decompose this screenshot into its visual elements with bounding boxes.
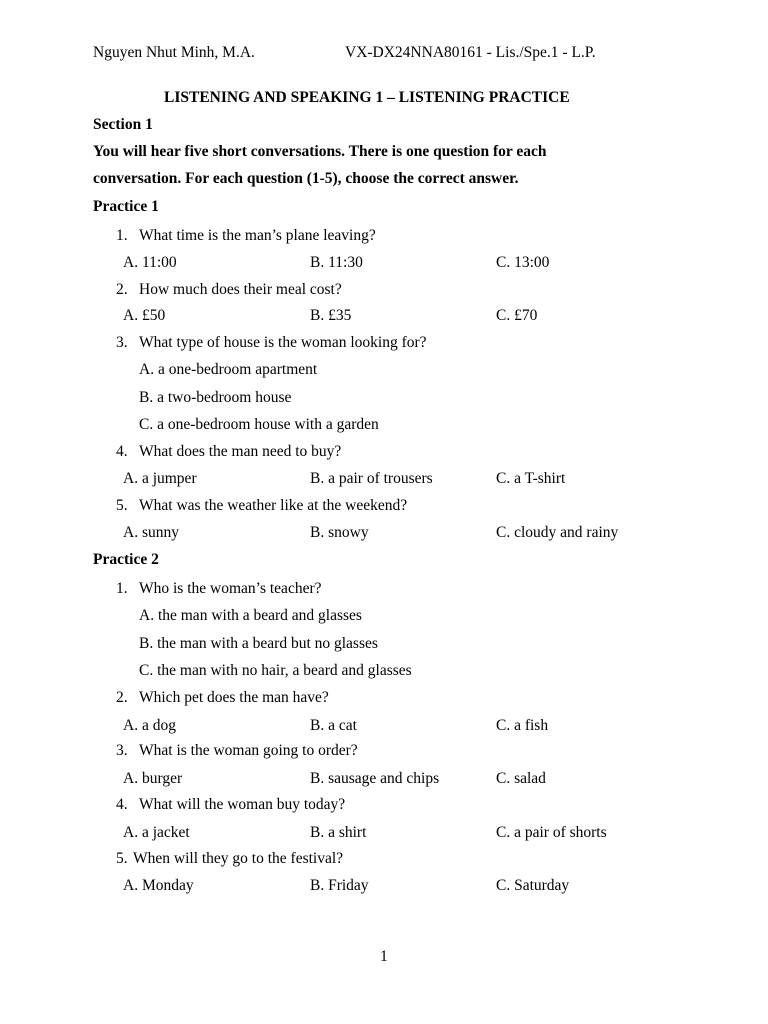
p2-q3-option-c: C. salad: [496, 770, 546, 787]
p1-q2-option-b: B. £35: [310, 307, 352, 324]
p2-q2-option-c: C. a fish: [496, 717, 549, 734]
p1-q2-text: How much does their meal cost?: [139, 281, 342, 298]
page-title: LISTENING AND SPEAKING 1 – LISTENING PRACTICE: [164, 89, 570, 106]
p1-q3-option-c: C. a one-bedroom house with a garden: [139, 416, 379, 433]
p2-q5-text: When will they go to the festival?: [133, 850, 344, 867]
p2-q4-number: 4.: [116, 796, 128, 813]
p2-q5-option-b: B. Friday: [310, 877, 369, 894]
p2-q4-option-b: B. a shirt: [310, 824, 367, 841]
p2-q1-text: Who is the woman’s teacher?: [139, 580, 322, 597]
p2-q5-number: 5.: [116, 850, 128, 867]
section-heading: Section 1: [93, 116, 153, 133]
page-number: 1: [380, 948, 388, 965]
section-instruction-line2: conversation. For each question (1-5), choose the correct answer.: [93, 170, 519, 187]
p1-q3-option-a: A. a one-bedroom apartment: [139, 361, 318, 378]
p2-q3-number: 3.: [116, 742, 128, 759]
p1-q1-number: 1.: [116, 227, 128, 244]
p1-q2-option-c: C. £70: [496, 307, 538, 324]
p2-q2-number: 2.: [116, 689, 128, 706]
p2-q1-option-b: B. the man with a beard but no glasses: [139, 635, 378, 652]
header-course-code: VX-DX24NNA80161 - Lis./Spe.1 - L.P.: [345, 44, 596, 61]
p1-q2-option-a: A. £50: [123, 307, 166, 324]
p1-q5-option-b: B. snowy: [310, 524, 369, 541]
p2-q1-option-a: A. the man with a beard and glasses: [139, 607, 362, 624]
p1-q5-option-c: C. cloudy and rainy: [496, 524, 619, 541]
p2-q1-option-c: C. the man with no hair, a beard and glasses: [139, 662, 412, 679]
p2-q4-option-c: C. a pair of shorts: [496, 824, 607, 841]
p1-q1-option-a: A. 11:00: [123, 254, 177, 271]
p1-q5-number: 5.: [116, 497, 128, 514]
header-author: Nguyen Nhut Minh, M.A.: [93, 44, 255, 61]
p1-q5-option-a: A. sunny: [123, 524, 179, 541]
p1-q1-option-c: C. 13:00: [496, 254, 550, 271]
p2-q2-text: Which pet does the man have?: [139, 689, 329, 706]
p1-q5-text: What was the weather like at the weekend?: [139, 497, 408, 514]
p1-q1-text: What time is the man’s plane leaving?: [139, 227, 376, 244]
p2-q3-option-a: A. burger: [123, 770, 183, 787]
p1-q4-number: 4.: [116, 443, 128, 460]
p1-q3-number: 3.: [116, 334, 128, 351]
p1-q4-option-c: C. a T-shirt: [496, 470, 566, 487]
p2-q3-text: What is the woman going to order?: [139, 742, 358, 759]
p2-q3-option-b: B. sausage and chips: [310, 770, 440, 787]
p1-q4-option-b: B. a pair of trousers: [310, 470, 433, 487]
practice1-heading: Practice 1: [93, 198, 159, 215]
p2-q4-option-a: A. a jacket: [123, 824, 190, 841]
p2-q5-option-a: A. Monday: [123, 877, 194, 894]
p1-q4-option-a: A. a jumper: [123, 470, 197, 487]
p2-q4-text: What will the woman buy today?: [139, 796, 346, 813]
p2-q1-number: 1.: [116, 580, 128, 597]
p1-q3-option-b: B. a two-bedroom house: [139, 389, 292, 406]
section-instruction-line1: You will hear five short conversations. There is one question for each: [93, 143, 547, 160]
p1-q3-text: What type of house is the woman looking for?: [139, 334, 427, 351]
practice2-heading: Practice 2: [93, 551, 159, 568]
p1-q2-number: 2.: [116, 281, 128, 298]
p2-q5-option-c: C. Saturday: [496, 877, 570, 894]
p2-q2-option-a: A. a dog: [123, 717, 176, 734]
p1-q4-text: What does the man need to buy?: [139, 443, 342, 460]
p1-q1-option-b: B. 11:30: [310, 254, 363, 271]
p2-q2-option-b: B. a cat: [310, 717, 357, 734]
